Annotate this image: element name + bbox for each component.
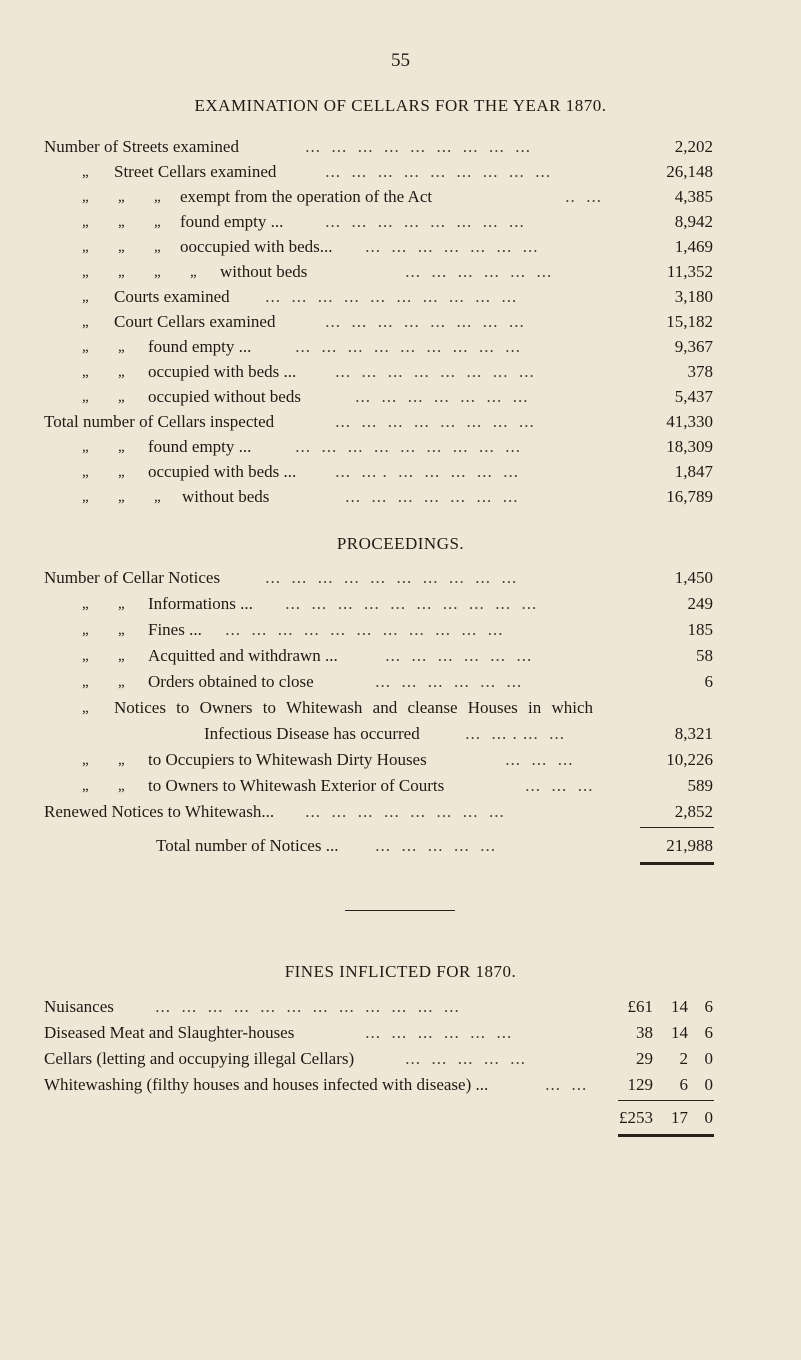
fines-row: Cellars (letting and occupying illegal Cellars) ... ... ... ... ... 29 2 0	[0, 1047, 801, 1071]
ditto-mark: „	[82, 648, 89, 664]
row-value: 2,852	[674, 802, 713, 821]
fines-row: Diseased Meat and Slaughter-houses ... ... ... ... ... ... 38 14 6	[0, 1021, 801, 1045]
ditto-mark: „	[118, 364, 125, 380]
row-value: 1,847	[674, 462, 713, 481]
row-label: Total number of Cellars inspected	[44, 412, 275, 431]
row-label: found empty ...	[148, 337, 252, 356]
row-label: Orders obtained to close	[148, 672, 314, 691]
row-label: Cellars (letting and occupying illegal Cellars)	[44, 1049, 355, 1068]
row-label: Courts examined	[114, 287, 230, 306]
row-label: Whitewashing (filthy houses and houses infected with disease) ...	[44, 1075, 489, 1094]
cellars-row: „ „ „ exempt from the operation of the Act .. ... 4,385	[0, 185, 801, 209]
total-value: 21,988	[666, 836, 713, 855]
shillings: 6	[679, 1075, 688, 1094]
row-value: 26,148	[666, 162, 713, 181]
total-shillings: 17	[671, 1108, 688, 1127]
row-label: without beds	[220, 262, 308, 281]
ditto-mark: „	[118, 648, 125, 664]
cellars-row: „ „ found empty ... ... ... ... ... ... ... ... ... ... 18,309	[0, 435, 801, 459]
row-value: 15,182	[666, 312, 713, 331]
row-value: 249	[687, 594, 713, 613]
row-label: occupied with beds ...	[148, 462, 297, 481]
row-label: to Owners to Whitewash Exterior of Courts	[148, 776, 445, 795]
cellars-row: „ „ „ „ without beds ... ... ... ... ... ... 11,352	[0, 260, 801, 284]
ditto-mark: „	[118, 674, 125, 690]
row-label: Fines ...	[148, 620, 202, 639]
row-label: Infectious Disease has occurred	[204, 724, 420, 743]
row-value: 11,352	[666, 262, 713, 281]
row-label: Street Cellars examined	[114, 162, 277, 181]
row-label: exempt from the operation of the Act	[180, 187, 433, 206]
ditto-mark: „	[118, 596, 125, 612]
ditto-mark: „	[82, 239, 89, 255]
ditto-mark: „	[190, 264, 197, 280]
ditto-mark: „	[154, 239, 161, 255]
proceedings-row: „ „ Informations ... ... ... ... ... ... ... ... ... ... ... 249	[0, 592, 801, 616]
ditto-mark: „	[82, 596, 89, 612]
ditto-mark: „	[154, 189, 161, 205]
ditto-mark: „	[82, 189, 89, 205]
row-value: 4,385	[674, 187, 713, 206]
row-value: 41,330	[666, 412, 713, 431]
cellars-row: „ Courts examined ... ... ... ... ... ... ... ... ... ... 3,180	[0, 285, 801, 309]
row-label: occupied with beds ...	[148, 362, 297, 381]
fines-row: Whitewashing (filthy houses and houses infected with disease) ... ... ... 129 6 0	[0, 1073, 801, 1097]
total-label: Total number of Notices ...	[156, 836, 339, 855]
row-value: 8,942	[674, 212, 713, 231]
cellars-row: „ „ found empty ... ... ... ... ... ... ... ... ... ... 9,367	[0, 335, 801, 359]
proceedings-row: „ „ Fines ... ... ... ... ... ... ... ... ... ... ... ... 185	[0, 618, 801, 642]
proceedings-row: „ „ Orders obtained to close ... ... ... ... ... ... 6	[0, 670, 801, 694]
ditto-mark: „	[82, 339, 89, 355]
ditto-mark: „	[118, 464, 125, 480]
row-value: 1,469	[674, 237, 713, 256]
row-label: found empty ...	[148, 437, 252, 456]
row-label: Court Cellars examined	[114, 312, 276, 331]
row-label: Informations ...	[148, 594, 253, 613]
proceedings-total-row: Total number of Notices ... ... ... ... ... ... 21,988	[0, 834, 801, 858]
row-label: found empty ...	[180, 212, 284, 231]
row-label: Diseased Meat and Slaughter-houses	[44, 1023, 295, 1042]
row-value: 589	[687, 776, 713, 795]
ditto-mark: „	[118, 489, 125, 505]
proceedings-row: Number of Cellar Notices ... ... ... ... ... ... ... ... ... ... 1,450	[0, 566, 801, 590]
ditto-mark: „	[82, 489, 89, 505]
ditto-mark: „	[82, 314, 89, 330]
pence: 0	[704, 1075, 713, 1094]
row-label: Number of Streets examined	[44, 137, 239, 156]
ditto-mark: „	[82, 264, 89, 280]
total-pounds: £253	[619, 1108, 653, 1127]
cellars-row: „ „ occupied without beds ... ... ... ... ... ... ... 5,437	[0, 385, 801, 409]
fines-row: Nuisances ... ... ... ... ... ... ... ... ... ... ... ... £61 14 6	[0, 995, 801, 1019]
row-value: 378	[687, 362, 713, 381]
cellars-row: „ „ „ without beds ... ... ... ... ... ... ... 16,789	[0, 485, 801, 509]
cellars-title: EXAMINATION OF CELLARS FOR THE YEAR 1870.	[194, 96, 607, 115]
page-number: 55	[391, 50, 410, 71]
row-value: 185	[687, 620, 713, 639]
fines-title: FINES INFLICTED FOR 1870.	[284, 962, 517, 981]
row-label: occupied without beds	[148, 387, 301, 406]
ditto-mark: „	[82, 164, 89, 180]
row-value: 1,450	[674, 568, 713, 587]
shillings: 2	[679, 1049, 688, 1068]
row-value: 9,367	[674, 337, 713, 356]
row-value: 18,309	[666, 437, 713, 456]
cellars-row: „ „ occupied with beds ... ... ... . ... ... ... ... ... 1,847	[0, 460, 801, 484]
section-divider	[345, 910, 455, 911]
ditto-mark: „	[118, 389, 125, 405]
ditto-mark: „	[82, 752, 89, 768]
pence: 6	[704, 997, 713, 1016]
ditto-mark: „	[118, 264, 125, 280]
cellars-row: Number of Streets examined ... ... ... ... ... ... ... ... ... 2,202	[0, 135, 801, 159]
ditto-mark: „	[82, 439, 89, 455]
row-label: Number of Cellar Notices	[44, 568, 221, 587]
total-pence: 0	[704, 1108, 713, 1127]
row-value: 58	[696, 646, 713, 665]
proceedings-row	[0, 696, 801, 720]
cellars-row: „ „ „ ooccupied with beds... ... ... ... ... ... ... ... 1,469	[0, 235, 801, 259]
row-label: Notices to Owners to Whitewash and cleanse Houses in which	[114, 698, 594, 717]
cellars-row: „ „ „ found empty ... ... ... ... ... ... ... ... ... 8,942	[0, 210, 801, 234]
ditto-mark: „	[82, 622, 89, 638]
cellars-row: „ Court Cellars examined ... ... ... ... ... ... ... ... 15,182	[0, 310, 801, 334]
row-value: 8,321	[674, 724, 713, 743]
row-label: to Occupiers to Whitewash Dirty Houses	[148, 750, 427, 769]
row-value: 6	[704, 672, 713, 691]
pounds: 38	[636, 1023, 653, 1042]
proceedings-row: „ „ to Occupiers to Whitewash Dirty Houses ... ... ... 10,226	[0, 748, 801, 772]
ditto-mark: „	[82, 674, 89, 690]
row-value: 5,437	[674, 387, 713, 406]
ditto-mark: „	[154, 489, 161, 505]
row-value: 2,202	[674, 137, 713, 156]
row-value: 10,226	[666, 750, 713, 769]
ditto-mark: „	[118, 778, 125, 794]
pence: 6	[704, 1023, 713, 1042]
row-label: Acquitted and withdrawn ...	[148, 646, 338, 665]
double-rule	[640, 862, 714, 865]
cellars-row: Total number of Cellars inspected ... ... ... ... ... ... ... ... 41,330	[0, 410, 801, 434]
pounds: 129	[627, 1075, 653, 1094]
ditto-mark: „	[82, 214, 89, 230]
row-label: without beds	[182, 487, 270, 506]
row-value: 16,789	[666, 487, 713, 506]
row-label: ooccupied with beds...	[180, 237, 333, 256]
ditto-mark: „	[154, 264, 161, 280]
cellars-row: „ Street Cellars examined ... ... ... ... ... ... ... ... ... 26,148	[0, 160, 801, 184]
pence: 0	[704, 1049, 713, 1068]
ditto-mark: „	[82, 778, 89, 794]
ditto-mark: „	[82, 700, 89, 716]
proceedings-row: Infectious Disease has occurred ... ... . ... ... 8,321	[0, 722, 801, 746]
ditto-mark: „	[82, 464, 89, 480]
ditto-mark: „	[82, 389, 89, 405]
ditto-mark: „	[118, 339, 125, 355]
sum-rule	[618, 1100, 714, 1101]
shillings: 14	[671, 1023, 688, 1042]
ditto-mark: „	[118, 214, 125, 230]
row-label: Nuisances	[44, 997, 114, 1016]
row-label: Renewed Notices to Whitewash...	[44, 802, 275, 821]
ditto-mark: „	[82, 364, 89, 380]
ditto-mark: „	[118, 752, 125, 768]
ditto-mark: „	[82, 289, 89, 305]
double-rule	[618, 1134, 714, 1137]
ditto-mark: „	[118, 189, 125, 205]
ditto-mark: „	[118, 439, 125, 455]
proceedings-title: PROCEEDINGS.	[336, 534, 465, 553]
proceedings-row: „ „ Acquitted and withdrawn ... ... ... ... ... ... ... 58	[0, 644, 801, 668]
fines-total-row	[0, 1106, 801, 1130]
row-value: 3,180	[674, 287, 713, 306]
proceedings-row: Renewed Notices to Whitewash... ... ... ... ... ... ... ... ... 2,852	[0, 800, 801, 824]
ditto-mark: „	[118, 622, 125, 638]
ditto-mark: „	[118, 239, 125, 255]
sum-rule	[640, 827, 714, 828]
pounds: £61	[627, 997, 653, 1016]
ditto-mark: „	[154, 214, 161, 230]
cellars-row: „ „ occupied with beds ... ... ... ... ... ... ... ... ... 378	[0, 360, 801, 384]
proceedings-row: „ „ to Owners to Whitewash Exterior of Courts ... ... ... 589	[0, 774, 801, 798]
shillings: 14	[671, 997, 688, 1016]
pounds: 29	[636, 1049, 653, 1068]
